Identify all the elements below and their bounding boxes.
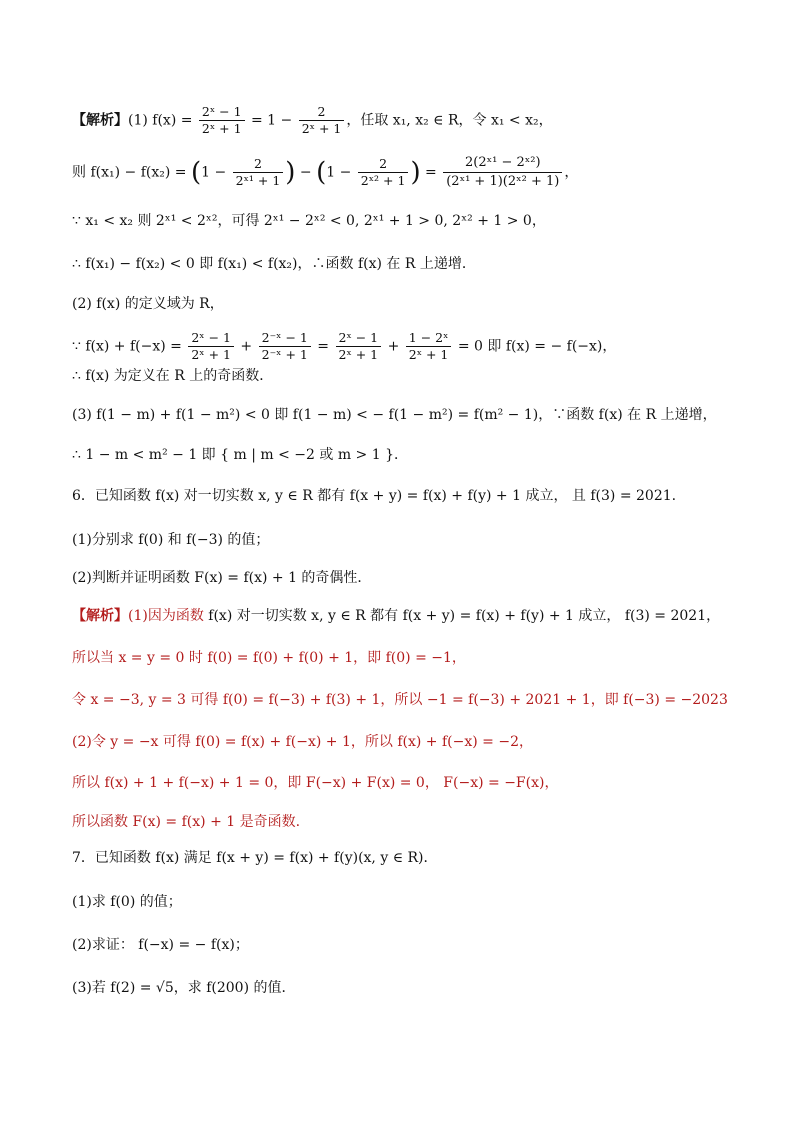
sol5-line-9: ∴ 1 − m < m² − 1 即 { m | m < −2 或 m > 1 }． [72, 447, 408, 463]
sol6-line-5: 所以 f(x) + 1 + f(−x) + 1 = 0，即 F(−x) + F(x) = 0， F(−x) = −F(x)， [72, 775, 559, 791]
sol5-line-5: (2) f(x) 的定义域为 R， [72, 296, 224, 312]
sol5-line-6: ∵ f(x) + f(−x) = $\frac{\text{2ˣ − 1}}{\text{2ˣ + 1}}$ + $\frac{\text{2⁻ˣ − 1}}{\text{2⁻ˣ + 1}}$ = $\frac{\text{2ˣ − 1}}{\text{2ˣ + 1}}$ + $\frac{\text{1 − 2ˣ}}{\text{2ˣ + 1}}$ = 0 即 f(x) = − f(−x)， [72, 330, 617, 362]
sol5-line-4: ∴ f(x₁) − f(x₂) < 0 即 f(x₁) < f(x₂)，∴函数 f(x) 在 R 上递增． [72, 256, 476, 272]
fraction: $\frac{\text{1 − 2ˣ}}{\text{2ˣ + 1}}$ [406, 330, 452, 363]
analysis-tag: 【解析】 [72, 608, 128, 624]
sol5-line-2: 则 f(x₁) − f(x₂) = (1 − $\frac{2}{\text{2ˣ¹ + 1}}$ ) − (1 − $\frac{2}{\text{2ˣ² + 1}}$ ) = $\frac{\text{2(2ˣ¹ − 2ˣ²)}}{\text{(2ˣ¹ + 1)(2ˣ² + 1)}}$ ， [72, 155, 579, 189]
fraction: $\frac{\text{2ˣ − 1}}{\text{2ˣ + 1}}$ [336, 330, 382, 363]
sol6-line-6: 所以函数 F(x) = f(x) + 1 是奇函数. [72, 814, 301, 830]
sol5-line-7: ∴ f(x) 为定义在 R 上的奇函数． [72, 368, 274, 384]
q7-part-2: (2)求证： f(−x) = − f(x)； [72, 937, 249, 953]
fraction: $\frac{\text{2(2ˣ¹ − 2ˣ²)}}{\text{(2ˣ¹ + 1)(2ˣ² + 1)}}$ [443, 154, 562, 191]
sol5-line-3: ∵ x₁ < x₂ 则 2ˣ¹ < 2ˣ²，可得 2ˣ¹ − 2ˣ² < 0, 2ˣ¹ + 1 > 0, 2ˣ² + 1 > 0， [72, 213, 546, 229]
fraction: $\frac{2}{\text{2ˣ² + 1}}$ [358, 156, 409, 189]
sol6-line-2: 所以当 x = y = 0 时 f(0) = f(0) + f(0) + 1，即 f(0) = −1， [72, 650, 466, 666]
q6-part-1: (1)分别求 f(0) 和 f(−3) 的值； [72, 532, 270, 548]
fraction: $\frac{\text{2⁻ˣ − 1}}{\text{2⁻ˣ + 1}}$ [259, 330, 311, 363]
analysis-tag: 【解析】 [72, 112, 128, 129]
sol5-line-8: (3) f(1 − m) + f(1 − m²) < 0 即 f(1 − m) < − f(1 − m²) = f(m² − 1)，∵函数 f(x) 在 R 上递增， [72, 407, 717, 423]
fraction: $\frac{\text{2ˣ − 1}}{\text{2ˣ + 1}}$ [199, 104, 245, 137]
fraction: $\frac{2}{\text{2ˣ¹ + 1}}$ [233, 156, 284, 189]
sol6-line-3: 令 x = −3, y = 3 可得 f(0) = f(−3) + f(3) + 1，所以 −1 = f(−3) + 2021 + 1，即 f(−3) = −2023 [72, 692, 728, 708]
q7-part-3: (3)若 f(2) = √5，求 f(200) 的值． [72, 980, 296, 996]
q7-title: 7．已知函数 f(x) 满足 f(x + y) = f(x) + f(y)(x, y ∈ R)． [72, 850, 438, 866]
q7-part-1: (1)求 f(0) 的值； [72, 894, 182, 910]
q6-part-2: (2)判断并证明函数 F(x) = f(x) + 1 的奇偶性． [72, 570, 372, 586]
sol5-line-1: 【解析】(1) f(x) = $\frac{\text{2ˣ − 1}}{\text{2ˣ + 1}}$ = 1 − $\frac{2}{\text{2ˣ + 1}}$ ，任取 x₁, x₂ ∈ R，令 x₁ < x₂， [72, 104, 553, 136]
sol6-line-1: 【解析】(1)因为函数 f(x) 对一切实数 x, y ∈ R 都有 f(x + y) = f(x) + f(y) + 1 成立， f(3) = 2021， [72, 608, 721, 624]
q6-title: 6．已知函数 f(x) 对一切实数 x, y ∈ R 都有 f(x + y) = f(x) + f(y) + 1 成立， 且 f(3) = 2021. [72, 488, 677, 504]
fraction: $\frac{\text{2ˣ − 1}}{\text{2ˣ + 1}}$ [188, 330, 234, 363]
sol6-line-4: (2)令 y = −x 可得 f(0) = f(x) + f(−x) + 1，所以 f(x) + f(−x) = −2， [72, 734, 533, 750]
fraction: $\frac{2}{\text{2ˣ + 1}}$ [299, 104, 345, 137]
